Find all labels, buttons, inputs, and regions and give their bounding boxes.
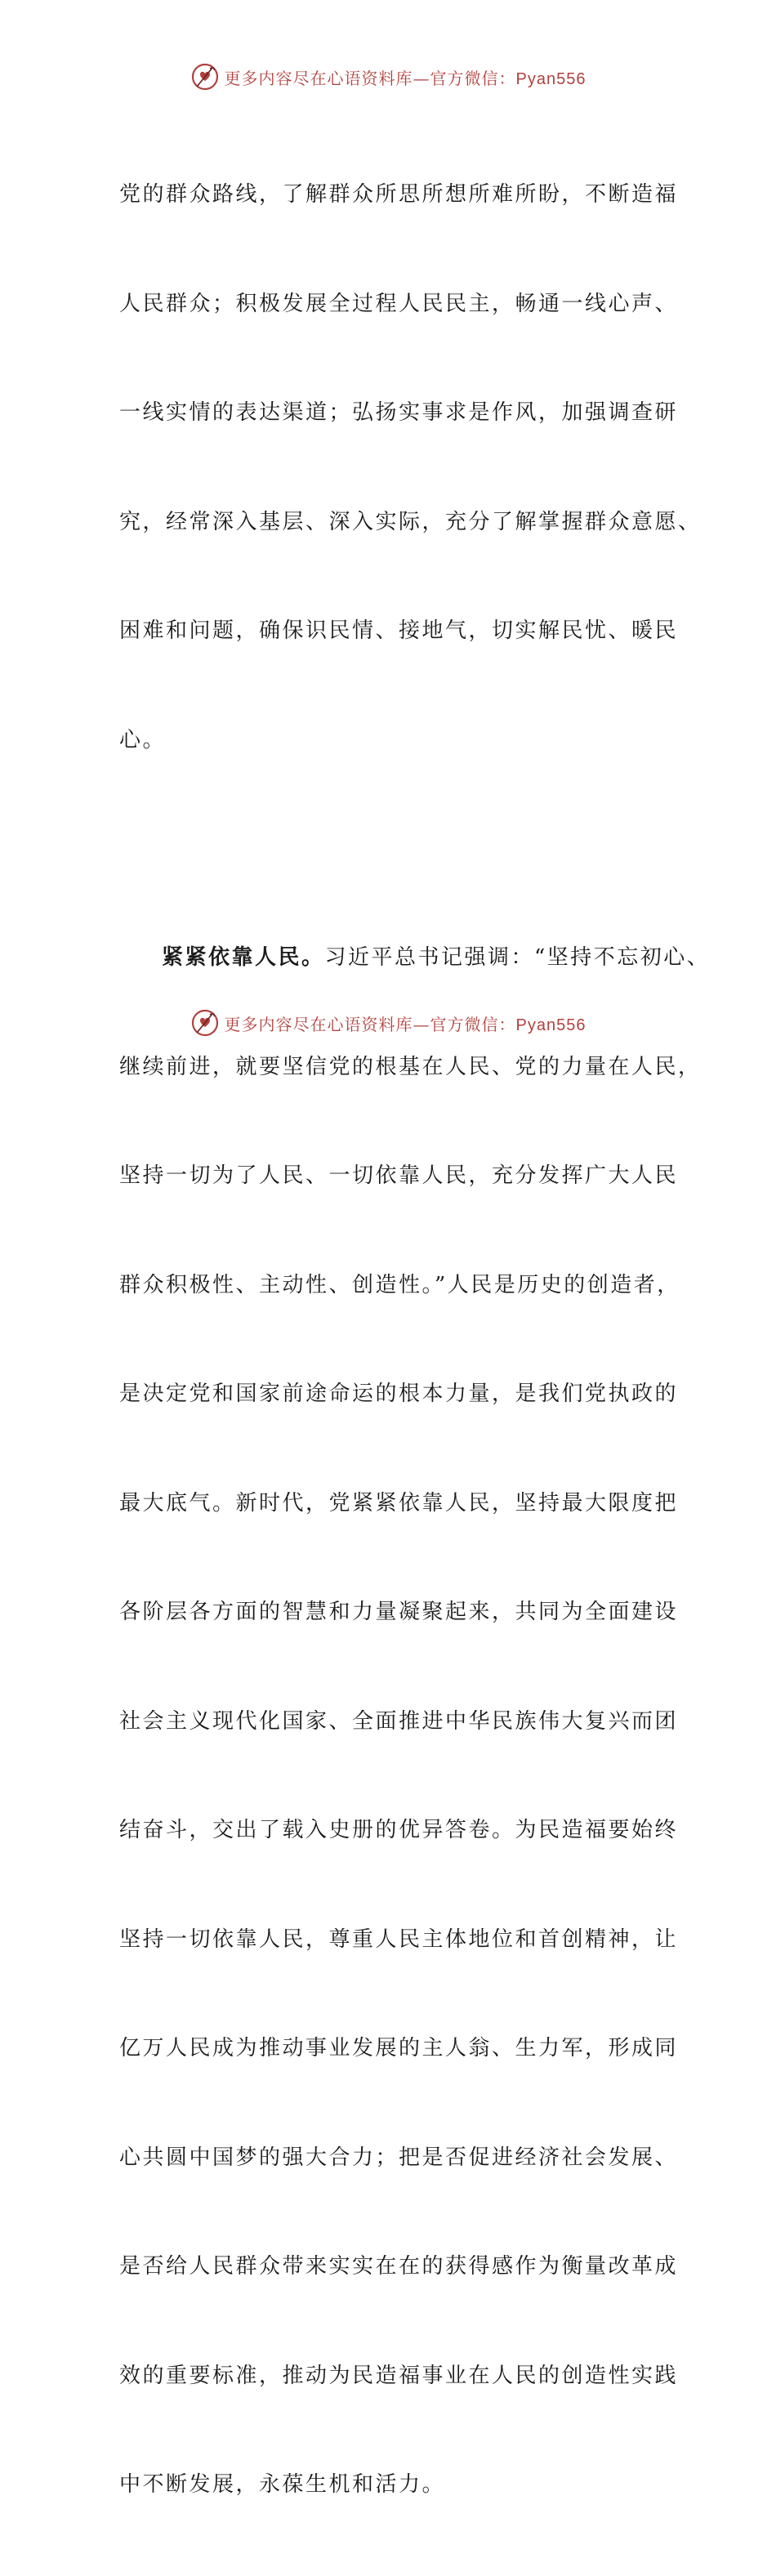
text-line: 坚持一切依靠人民，尊重人民主体地位和首创精神，让 xyxy=(119,1926,679,1952)
text-line: 最大底气。新时代，党紧紧依靠人民，坚持最大限度把 xyxy=(119,1490,679,1516)
watermark-text: 更多内容尽在心语资料库—官方微信：Pyan556 xyxy=(224,1014,586,1034)
text-line: 党的群众路线，了解群众所思所想所难所盼，不断造福 xyxy=(119,182,679,207)
text-line: 各阶层各方面的智慧和力量凝聚起来，共同为全面建设 xyxy=(119,1600,679,1624)
text-line: 是否给人民群众带来实实在在的获得感作为衡量改革成 xyxy=(119,2254,679,2279)
text-line: 效的重要标准，推动为民造福事业在人民的创造性实践 xyxy=(119,2363,679,2388)
text-line-first xyxy=(119,940,711,976)
text-line: 结奋斗，交出了载入史册的优异答卷。为民造福要始终 xyxy=(119,1818,679,1842)
text-line: 心共圆中国梦的强大合力；把是否促进经济社会发展、 xyxy=(119,2145,679,2170)
paragraph-1 xyxy=(119,104,702,831)
text-line: 一线实情的表达渠道；弘扬实事求是作风，加强调查研 xyxy=(119,400,679,425)
paragraph-2 xyxy=(119,867,711,2576)
text-line: 人民群众；积极发展全过程人民民主，畅通一线心声、 xyxy=(119,291,679,316)
paragraph-heading: 紧紧依靠人民。 xyxy=(162,945,325,970)
heart-quill-logo-icon xyxy=(190,1008,220,1038)
text-line: 是决定党和国家前途命运的根本力量，是我们党执政的 xyxy=(119,1382,679,1406)
watermark-text: 更多内容尽在心语资料库—官方微信：Pyan556 xyxy=(224,68,586,88)
text-run: 习近平总书记强调：“坚持不忘初心、 xyxy=(324,945,711,970)
footer-watermark xyxy=(0,1005,776,1041)
text-line: 继续前进，就要坚信党的根基在人民、党的力量在人民， xyxy=(119,1054,702,1079)
text-line: 心。 xyxy=(119,727,167,752)
header-watermark xyxy=(0,59,776,95)
text-line: 社会主义现代化国家、全面推进中华民族伟大复兴而团 xyxy=(119,1708,679,1734)
text-line: 困难和问题，确保识民情、接地气，切实解民忧、暖民 xyxy=(119,618,679,643)
text-line: 中不断发展，永葆生机和活力。 xyxy=(119,2472,446,2497)
text-line: 群众积极性、主动性、创造性。”人民是历史的创造者， xyxy=(119,1272,680,1297)
document-body xyxy=(119,104,711,2576)
text-line: 究，经常深入基层、深入实际，充分了解掌握群众意愿、 xyxy=(119,509,702,534)
heart-quill-logo-icon xyxy=(190,62,220,92)
text-line: 亿万人民成为推动事业发展的主人翁、生力军，形成同 xyxy=(119,2036,679,2060)
text-line: 坚持一切为了人民、一切依靠人民，充分发挥广大人民 xyxy=(119,1163,679,1188)
